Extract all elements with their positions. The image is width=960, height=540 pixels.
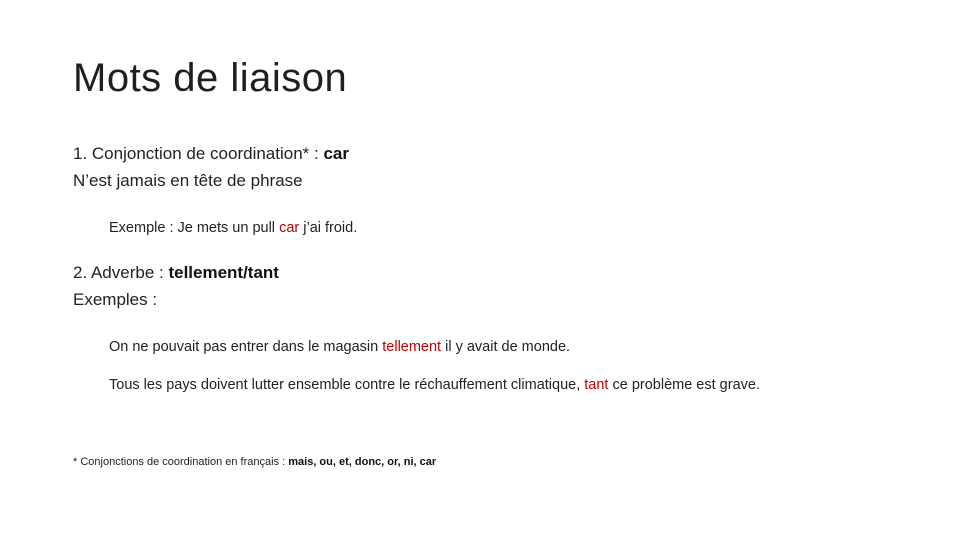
section2-examples-label: Exemples : (73, 290, 158, 309)
section1-example (109, 220, 357, 236)
section2-heading-text: 2. Adverbe : (73, 263, 169, 282)
example-text-end: il y avait de monde. (441, 339, 571, 355)
section2-heading (73, 263, 279, 283)
example-text-start: Exemple : Je mets un pull (109, 220, 280, 236)
section1-heading (73, 144, 349, 164)
example-text-start: On ne pouvait pas entrer dans le magasin (109, 339, 383, 355)
example-highlight-tant: tant (584, 377, 609, 393)
footnote-text: * Conjonctions de coordination en français : (73, 456, 289, 468)
section2-example-2 (109, 377, 760, 393)
example-text-start: Tous les pays doivent lutter ensemble contre le réchauffement climatique, (109, 377, 585, 393)
example-text-end: j’ai froid. (299, 220, 358, 236)
example-text-end: ce problème est grave. (608, 377, 760, 393)
section1-keyword: car (323, 144, 349, 163)
example-highlight-car: car (279, 220, 300, 236)
section1-rule: N’est jamais en tête de phrase (73, 171, 303, 190)
section2-keyword: tellement/tant (168, 263, 279, 282)
section1-heading-text: 1. Conjonction de coordination* : (73, 144, 324, 163)
slide-title: Mots de liaison (73, 56, 348, 100)
example-highlight-tellement: tellement (382, 339, 442, 355)
footnote-conjunction-list: mais, ou, et, donc, or, ni, car (288, 456, 437, 468)
section2-example-1 (109, 339, 570, 355)
footnote (73, 456, 436, 468)
